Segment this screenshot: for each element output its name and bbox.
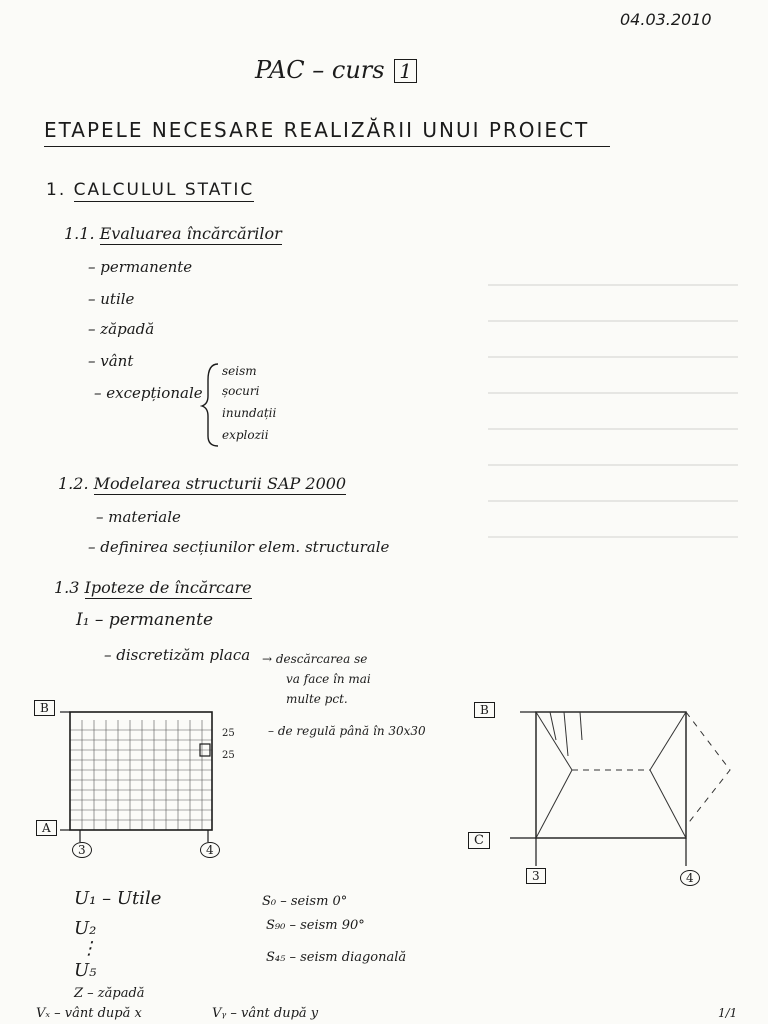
- axis-label-a: A: [36, 820, 57, 836]
- page-date: 04.03.2010: [620, 10, 712, 29]
- axis-label-c: C: [468, 832, 490, 849]
- exceptional-seism: seism: [222, 364, 257, 378]
- exceptional-shocks: șocuri: [222, 384, 260, 398]
- exceptional-floods: inundații: [222, 406, 277, 420]
- load-item-permanent: – permanente: [88, 258, 193, 276]
- legend-wind-y: Vᵧ – vânt după y: [212, 1006, 319, 1021]
- legend-s45: S₄₅ – seism diagonală: [266, 950, 407, 965]
- axis-label-b-left: B: [34, 700, 55, 716]
- mesh-dim-1: 25: [222, 728, 235, 739]
- note-line-3: multe pct.: [286, 692, 348, 706]
- section-1-1-number: 1.1.: [64, 224, 95, 243]
- section-1-number: 1.: [46, 180, 67, 200]
- axis-label-4-right: 4: [680, 870, 700, 886]
- plate-grid-sketch: [30, 690, 270, 860]
- axis-label-4-left: 4: [200, 842, 220, 858]
- discretize-plate: – discretizăm placa: [104, 646, 251, 664]
- section-1-1-heading: [64, 224, 282, 243]
- legend-s90: S₉₀ – seism 90°: [266, 918, 365, 933]
- axis-label-3-left: 3: [72, 842, 92, 858]
- note-line-1: → descărcarea se: [262, 652, 368, 666]
- legend-ellipsis: ⋮: [80, 938, 98, 959]
- model-item-materials: – materiale: [96, 508, 181, 526]
- page-number: 1/1: [718, 1006, 738, 1020]
- note-line-4: – de regulă până în 30x30: [268, 724, 426, 738]
- bleed-through-lines: [488, 250, 738, 570]
- main-heading: ETAPELE NECESARE REALIZĂRII UNUI PROIECT: [44, 118, 610, 147]
- page-title: [255, 56, 417, 84]
- exceptional-brace: [200, 360, 224, 450]
- section-1-heading: [46, 180, 254, 200]
- section-1-3-number: 1.3: [54, 578, 80, 597]
- load-item-wind: – vânt: [88, 352, 134, 370]
- mesh-dim-2: 25: [222, 750, 235, 761]
- legend-u1: U₁ – Utile: [74, 888, 162, 909]
- section-1-2-title: Modelarea structurii: [93, 474, 262, 493]
- legend-u2: U₂: [74, 918, 97, 939]
- load-trapezoids: [536, 712, 730, 838]
- legend-snow: Z – zăpadă: [74, 986, 145, 1001]
- load-case-i1: I₁ – permanente: [76, 610, 214, 630]
- load-item-utile: – utile: [88, 290, 135, 308]
- section-1-1-title: Evaluarea încărcărilor: [99, 224, 282, 243]
- axis-label-b-right: B: [474, 702, 495, 718]
- model-item-sections: – definirea secțiunilor elem. structurale: [88, 538, 390, 556]
- note-line-2: va face în mai: [286, 672, 371, 686]
- legend-u5: U₅: [74, 960, 97, 981]
- section-1-2-title-line: [94, 474, 346, 495]
- axis-label-3-right: 3: [526, 868, 546, 884]
- load-item-exceptional: – excepționale: [94, 384, 203, 402]
- section-1-3-heading: [54, 578, 252, 597]
- load-distribution-sketch: [490, 700, 760, 870]
- title-text: PAC – curs: [255, 56, 385, 84]
- section-1-title: CALCULUL STATIC: [73, 180, 255, 200]
- plate-grid-mesh: [70, 720, 212, 830]
- legend-wind-x: Vₓ – vânt după x: [36, 1006, 142, 1021]
- slab-outline: [536, 712, 686, 838]
- section-1-2-software: SAP 2000: [267, 474, 347, 493]
- load-item-snow: – zăpadă: [88, 320, 155, 338]
- section-1-2-number: 1.2.: [58, 474, 89, 493]
- exceptional-explosions: explozii: [222, 428, 269, 442]
- section-1-3-title: Ipoteze de încărcare: [84, 578, 252, 597]
- course-number: 1: [394, 59, 417, 83]
- section-1-2-heading: [58, 474, 346, 493]
- legend-s0: S₀ – seism 0°: [262, 894, 348, 909]
